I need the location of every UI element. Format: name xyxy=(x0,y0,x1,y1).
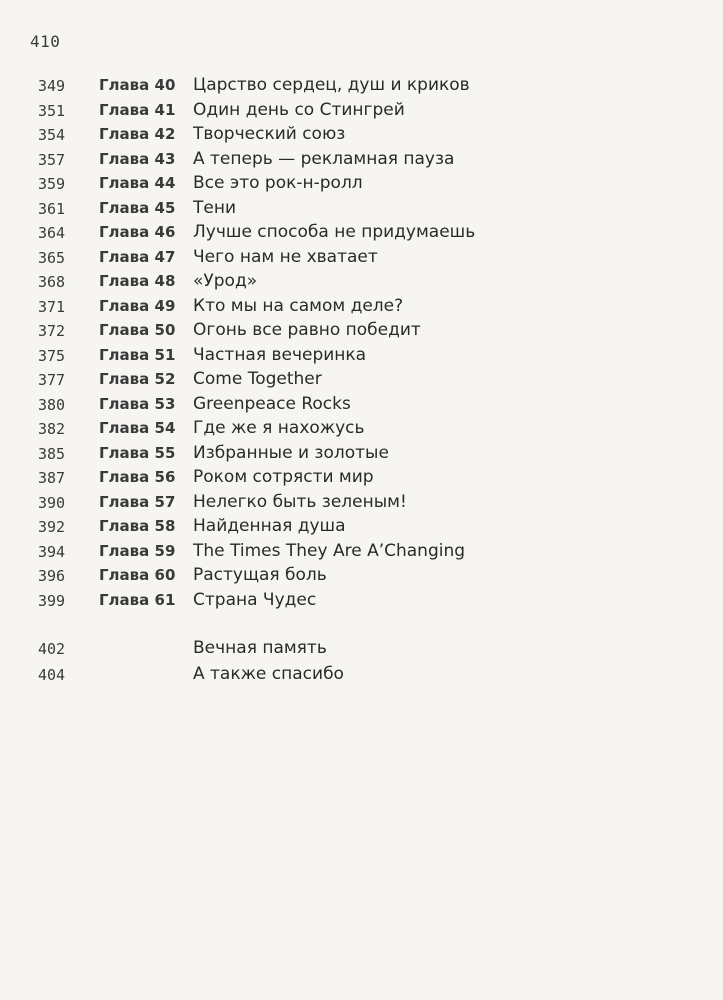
toc-entry-page: 380 xyxy=(38,395,66,414)
toc-entry-chapter-label: Глава 48 xyxy=(99,272,176,290)
toc-entry-page: 357 xyxy=(38,150,66,169)
toc-entry-title: Greenpeace Rocks xyxy=(193,393,351,414)
toc-extra-title: Вечная память xyxy=(193,638,327,658)
toc-entry-chapter-label: Глава 52 xyxy=(99,370,176,388)
toc-entry xyxy=(0,443,723,468)
toc-entry-page: 365 xyxy=(38,248,66,267)
toc-entry xyxy=(0,467,723,492)
toc-entry-page: 368 xyxy=(38,273,66,291)
toc-entry-page: 382 xyxy=(38,420,66,438)
toc-entry-title: Тени xyxy=(193,197,237,218)
toc-entry-page: 364 xyxy=(38,224,66,242)
toc-entry xyxy=(0,247,723,272)
toc-entry-title: Где же я нахожусь xyxy=(193,418,365,438)
toc-entry xyxy=(0,198,723,223)
toc-entry-page: 359 xyxy=(38,175,66,193)
toc-entry-page: 392 xyxy=(38,518,66,536)
toc-entry xyxy=(0,222,723,247)
toc-entry xyxy=(0,149,723,174)
toc-entry-title: Огонь все равно победит xyxy=(193,320,421,340)
toc-entry xyxy=(0,369,723,394)
toc-entry-page: 394 xyxy=(38,542,66,561)
toc-entry xyxy=(0,394,723,419)
toc-entry-title: Нелегко быть зеленым! xyxy=(193,491,407,512)
toc-entry-chapter-label: Глава 41 xyxy=(99,100,176,119)
toc-entry-title: Роком сотрясти мир xyxy=(193,467,374,487)
toc-entry-page: 387 xyxy=(38,469,66,487)
toc-entry-chapter-label: Глава 50 xyxy=(99,321,176,339)
toc-entry-chapter-label: Глава 43 xyxy=(99,149,176,168)
toc-entry-title: Творческий союз xyxy=(193,124,346,144)
toc-entry-page: 351 xyxy=(38,101,66,120)
toc-entry-title: Лучше способа не придумаешь xyxy=(193,222,476,242)
toc-extra-entry xyxy=(0,664,723,690)
toc-extra-title: А также спасибо xyxy=(193,664,344,684)
toc-entry-title: Один день со Стингрей xyxy=(193,99,405,120)
toc-entry-title: Найденная душа xyxy=(193,516,346,536)
toc-entry-title: Come Together xyxy=(193,369,322,389)
toc-entry-title: Все это рок-н-ролл xyxy=(193,173,363,193)
page-number: 410 xyxy=(30,32,61,51)
toc-entry-chapter-label: Глава 55 xyxy=(99,443,176,462)
toc-entry-title: А теперь — рекламная пауза xyxy=(193,148,455,169)
toc-entry-title: «Урод» xyxy=(193,271,258,291)
toc-entry-chapter-label: Глава 51 xyxy=(99,345,176,364)
toc-entry-page: 385 xyxy=(38,444,66,463)
toc-entry-chapter-label: Глава 40 xyxy=(99,76,176,94)
toc-entry-page: 375 xyxy=(38,346,66,365)
toc-entry-page: 349 xyxy=(38,77,66,95)
toc-entry-page: 361 xyxy=(38,199,66,218)
table-of-contents xyxy=(0,75,723,614)
toc-entry-page: 371 xyxy=(38,297,66,316)
toc-entry-chapter-label: Глава 53 xyxy=(99,394,176,413)
toc-entry xyxy=(0,124,723,149)
toc-entry xyxy=(0,75,723,100)
toc-entry-chapter-label: Глава 57 xyxy=(99,492,176,511)
toc-entry-chapter-label: Глава 59 xyxy=(99,541,176,560)
toc-entry-chapter-label: Глава 54 xyxy=(99,419,176,437)
toc-entry-chapter-label: Глава 47 xyxy=(99,247,176,266)
toc-entry xyxy=(0,590,723,615)
toc-entry-chapter-label: Глава 45 xyxy=(99,198,176,217)
toc-entry-chapter-label: Глава 49 xyxy=(99,296,176,315)
toc-entry xyxy=(0,541,723,566)
toc-entry-page: 390 xyxy=(38,493,66,512)
toc-entry-page: 399 xyxy=(38,591,66,610)
toc-entry xyxy=(0,173,723,198)
toc-entry-chapter-label: Глава 44 xyxy=(99,174,176,192)
toc-entry xyxy=(0,565,723,590)
toc-extra-entry xyxy=(0,638,723,664)
toc-entry xyxy=(0,271,723,296)
toc-entry-title: Чего нам не хватает xyxy=(193,246,378,267)
toc-entry-chapter-label: Глава 61 xyxy=(99,590,176,609)
toc-entry-title: Растущая боль xyxy=(193,565,327,585)
toc-entry-page: 377 xyxy=(38,371,66,389)
toc-entry-title: Кто мы на самом деле? xyxy=(193,295,404,316)
toc-entry-title: Страна Чудес xyxy=(193,589,317,610)
toc-entry-title: Частная вечеринка xyxy=(193,344,367,365)
toc-extra-page: 404 xyxy=(38,666,66,684)
toc-entry-chapter-label: Глава 56 xyxy=(99,468,176,486)
toc-entry xyxy=(0,320,723,345)
toc-entry-chapter-label: Глава 42 xyxy=(99,125,176,143)
toc-entry xyxy=(0,516,723,541)
toc-extra-page: 402 xyxy=(38,640,66,658)
toc-entry-chapter-label: Глава 46 xyxy=(99,223,176,241)
toc-entry-title: The Times They Are A’Changing xyxy=(193,540,466,561)
toc-entry-chapter-label: Глава 60 xyxy=(99,566,176,584)
toc-entry-page: 372 xyxy=(38,322,66,340)
toc-entry xyxy=(0,100,723,125)
toc-entry-title: Избранные и золотые xyxy=(193,442,389,463)
toc-entry-page: 354 xyxy=(38,126,66,144)
toc-extras xyxy=(0,638,723,690)
toc-entry xyxy=(0,418,723,443)
toc-entry xyxy=(0,492,723,517)
toc-entry-page: 396 xyxy=(38,567,66,585)
toc-entry xyxy=(0,296,723,321)
toc-entry-chapter-label: Глава 58 xyxy=(99,517,176,535)
toc-entry xyxy=(0,345,723,370)
toc-entry-title: Царство сердец, душ и криков xyxy=(193,75,470,95)
